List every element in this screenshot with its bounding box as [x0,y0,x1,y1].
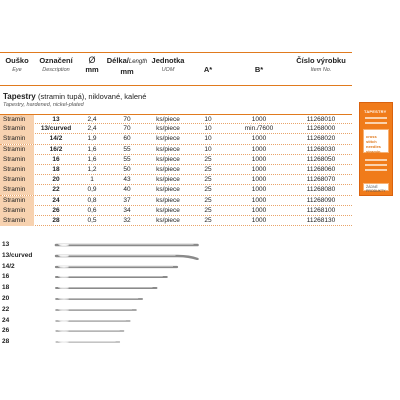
table-row [0,175,352,185]
needle-label: 13 [2,241,10,248]
needle-row [0,295,352,303]
needle-illustrations [0,241,352,351]
cell-length: 70 [123,116,131,123]
header-length-en: Length [128,59,148,65]
needle-label: 14/2 [2,262,15,270]
needle-eye [59,255,69,257]
header-eye-sub: Eye [12,67,22,73]
cell-designation: 26 [52,206,60,214]
cell-b: 1000 [251,135,267,143]
cell-length: 40 [123,186,131,194]
cell-diameter: 0,8 [87,196,97,204]
cell-unit: ks/piece [156,216,180,224]
header-length [106,56,148,76]
cell-designation: 14/2 [49,135,63,143]
needle-row [0,317,352,325]
section-title-main: Tapestry [3,92,36,101]
section-subtitle: Tapestry, hardened, nickel-plated [3,102,84,108]
cell-a: 25 [204,206,212,214]
needle-icon [54,284,171,292]
table-row [0,165,352,175]
needle-eye [59,309,69,310]
cell-item: 11268000 [306,125,336,133]
package-label [363,129,389,153]
table-row [0,124,352,134]
cell-diameter: 0,9 [87,186,97,194]
cell-b: 1000 [251,206,267,214]
cell-diameter: 1,2 [87,165,97,173]
cell-diameter: 1,6 [87,155,97,163]
section-title-suffix: (stramin tupá), niklované, kalené [38,92,147,101]
cell-designation: 16/2 [49,145,63,153]
header-unit [148,56,188,75]
needle-row [0,241,352,249]
needle-row [0,273,352,281]
cell-a: 25 [204,216,212,224]
header-diameter-main: Ø [88,55,96,65]
needle-icon [54,338,134,346]
cell-designation: 28 [52,216,60,224]
cell-a: 10 [204,116,212,123]
needle-shaft [56,256,198,259]
cell-item: 11268100 [306,206,336,214]
header-item-main: Číslo výrobku [296,56,346,65]
header-b-main: B* [254,65,264,74]
cell-diameter: 1,6 [87,145,97,153]
cell-eye: Stramin [0,165,34,175]
table-row [0,114,352,124]
needle-row [0,338,352,346]
cell-unit: ks/piece [156,196,180,204]
cell-a: 25 [204,186,212,194]
cell-unit: ks/piece [156,206,180,214]
header-designation-main: Označení [39,56,73,65]
cell-eye: Stramin [0,155,34,165]
table-row [0,155,352,165]
cell-item: 11268010 [306,116,336,123]
cell-b: 1000 [251,176,267,184]
cell-designation: 13 [52,116,60,123]
cell-item: 11268090 [306,196,336,204]
package-stripe [365,159,387,161]
cell-item: 11268130 [306,216,336,224]
needle-row [0,263,352,271]
cell-length: 34 [123,206,131,214]
needle-label: 16 [2,273,10,281]
header-length-main [106,56,148,67]
table-row [0,216,352,226]
package-stripe [365,122,387,124]
cell-designation: 20 [52,176,60,184]
header-a [188,65,228,74]
needle-label: 20 [2,295,10,302]
cell-eye: Stramin [0,206,34,216]
cell-a: 10 [204,135,212,143]
cell-item: 11268050 [306,155,336,163]
header-item-sub: Item No. [310,67,332,73]
cell-designation: 24 [52,196,60,204]
needle-eye [59,266,69,267]
cell-unit: ks/piece [156,116,180,123]
cell-eye: Stramin [0,175,34,185]
header-designation [34,56,78,75]
needle-row [0,284,352,292]
cell-unit: ks/piece [156,125,180,133]
table-row [0,206,352,216]
needle-icon [54,327,138,335]
cell-a: 25 [204,165,212,173]
cell-b: 1000 [251,216,267,224]
header-length-cz: Délka/ [106,56,129,65]
table-header [0,52,352,86]
cell-eye: Stramin [0,115,34,125]
needle-eye [59,298,69,299]
needle-row [0,306,352,314]
package-bottom-text: ŽÁDNÉ PRODUKTY [366,185,386,193]
needle-icon [54,263,191,271]
package-bottom [363,183,389,191]
needle-eye [59,342,69,343]
cell-unit: ks/piece [156,155,180,163]
table-row [0,145,352,155]
cell-eye: Stramin [0,134,34,144]
cell-item: 11268020 [306,135,336,143]
cell-length: 37 [123,196,131,204]
cell-item: 11268060 [306,165,336,173]
needle-row [0,252,352,260]
cell-unit: ks/piece [156,135,180,143]
cell-a: 10 [204,125,212,133]
needle-label: 24 [2,316,10,324]
header-eye [0,56,34,75]
cell-designation: 13/curved [40,125,72,133]
cell-eye: Stramin [0,145,34,155]
cell-length: 43 [123,176,131,184]
needle-eye [59,320,69,321]
header-unit-main: Jednotka [151,56,185,65]
needle-icon [54,252,212,260]
cell-b: 1000 [251,145,267,153]
package-image [359,102,393,196]
needle-row [0,327,352,335]
cell-diameter: 0,5 [87,216,97,224]
cell-a: 25 [204,176,212,184]
package-stripe [365,164,387,166]
package-stripe [365,117,387,119]
header-length-sub: mm [120,67,134,76]
section-title [3,92,146,101]
product-table [0,114,352,226]
needle-label: 26 [2,327,10,335]
package-stripe [365,169,387,171]
table-row [0,134,352,144]
cell-b: 1000 [251,165,267,173]
cell-a: 10 [204,145,212,153]
cell-length: 55 [123,155,131,163]
package-tag: TAPESTRY [364,109,387,114]
cell-unit: ks/piece [156,145,180,153]
cell-length: 32 [123,216,131,224]
needle-eye [59,331,69,332]
needle-label: 13/curved [2,251,33,259]
package-label-text: cross stitch needles stramin [366,134,381,154]
cell-designation: 22 [52,186,60,194]
cell-b: 1000 [251,196,267,204]
section-heading [3,92,146,108]
cell-diameter: 1,9 [87,135,97,143]
cell-diameter: 1 [90,176,94,184]
cell-diameter: 2,4 [87,116,97,123]
table-row [0,185,352,195]
cell-eye: Stramin [0,124,34,134]
cell-length: 50 [123,165,131,173]
cell-a: 25 [204,155,212,163]
cell-eye: Stramin [0,216,34,226]
cell-designation: 16 [52,155,60,163]
cell-b: 1000 [251,186,267,194]
needle-icon [54,241,212,249]
cell-diameter: 0,6 [87,206,97,214]
cell-unit: ks/piece [156,165,180,173]
cell-b: 1000 [251,155,267,163]
cell-item: 11268080 [306,186,336,194]
cell-diameter: 2,4 [87,125,97,133]
cell-eye: Stramin [0,185,34,195]
cell-b: min./7600 [244,125,274,133]
header-eye-main: Ouško [5,56,29,65]
cell-item: 11268030 [306,145,336,153]
needle-label: 28 [2,338,10,346]
needle-icon [54,273,181,281]
needle-label: 22 [2,305,10,313]
needle-icon [54,317,144,325]
cell-b: 1000 [251,116,267,123]
needle-eye [59,277,69,278]
cell-length: 55 [123,145,131,153]
cell-length: 60 [123,135,131,143]
header-designation-sub: Description [42,67,70,73]
header-b [228,65,290,74]
table-row [0,196,352,206]
needle-eye [59,288,69,289]
needle-eye [59,244,69,246]
cell-designation: 18 [52,165,60,173]
cell-unit: ks/piece [156,186,180,194]
cell-unit: ks/piece [156,176,180,184]
header-item [290,56,352,75]
needle-label: 18 [2,284,10,292]
cell-a: 25 [204,196,212,204]
cell-eye: Stramin [0,196,34,206]
needle-icon [54,306,150,314]
cell-item: 11268070 [306,176,336,184]
header-diameter [78,56,106,74]
header-unit-sub: UOM [161,67,175,73]
header-a-main: A* [203,65,213,74]
cell-length: 70 [123,125,131,133]
needle-icon [54,295,156,303]
header-diameter-sub: mm [85,65,99,74]
